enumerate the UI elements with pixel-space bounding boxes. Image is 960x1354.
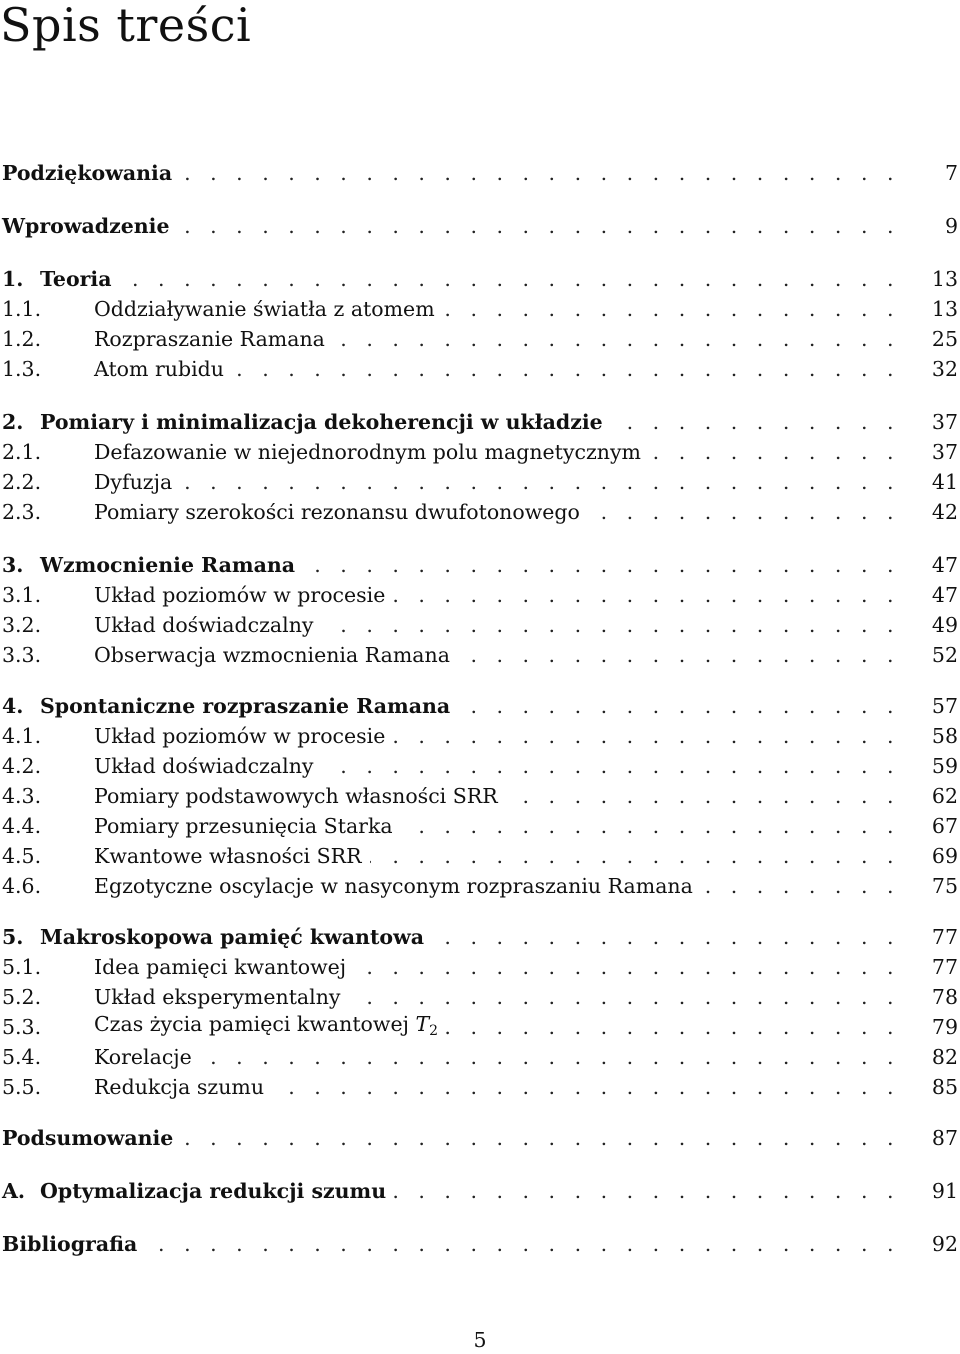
dot-leader bbox=[393, 721, 900, 751]
toc-entry-page: 77 bbox=[931, 925, 958, 949]
toc-entry[interactable] bbox=[0, 1176, 960, 1206]
toc-entry-label-text: Optymalizacja redukcji szumu bbox=[40, 1179, 387, 1203]
toc-entry[interactable] bbox=[0, 1042, 960, 1072]
toc-entry-label-text: Obserwacja wzmocnienia Ramana bbox=[94, 643, 450, 667]
toc-entry[interactable] bbox=[0, 1072, 960, 1102]
toc-entry-number: 1. bbox=[2, 267, 24, 291]
toc-entry-number: 2.3. bbox=[2, 500, 42, 524]
toc-entry-label-text: Pomiary podstawowych własności SRR bbox=[94, 784, 498, 808]
toc-entry-number: 1.2. bbox=[2, 327, 42, 351]
toc-entry-page: 57 bbox=[931, 694, 958, 718]
toc-entry-number: 5.5. bbox=[2, 1075, 42, 1099]
toc-entry-page: 75 bbox=[931, 874, 958, 898]
toc-entry-number: 4.6. bbox=[2, 874, 42, 898]
toc-entry-label bbox=[94, 437, 641, 467]
toc-entry[interactable] bbox=[0, 1229, 960, 1259]
toc-entry-label bbox=[94, 640, 450, 670]
toc-entry-number: 1.3. bbox=[2, 357, 42, 381]
toc-entry-number: 5. bbox=[2, 925, 24, 949]
toc-entry-label bbox=[94, 580, 385, 610]
toc-entry-number: 3.2. bbox=[2, 613, 42, 637]
toc-entry[interactable] bbox=[0, 640, 960, 670]
toc-entry-label bbox=[94, 751, 313, 781]
dot-leader bbox=[232, 354, 900, 384]
toc-entry-label bbox=[94, 721, 385, 751]
toc-entry[interactable] bbox=[0, 264, 960, 294]
dot-leader bbox=[120, 264, 901, 294]
toc-entry-label bbox=[94, 354, 224, 384]
toc-entry-label-text: Idea pamięci kwantowej bbox=[94, 955, 347, 979]
toc-entry[interactable] bbox=[0, 211, 960, 241]
toc-entry-number: 5.4. bbox=[2, 1045, 42, 1069]
toc-entry-label-text: Wprowadzenie bbox=[2, 214, 170, 238]
dot-leader bbox=[443, 294, 900, 324]
toc-entry-label-text: Rozpraszanie Ramana bbox=[94, 327, 325, 351]
toc-entry[interactable] bbox=[0, 158, 960, 188]
toc-entry-number: 3.1. bbox=[2, 583, 42, 607]
toc-entry[interactable] bbox=[0, 721, 960, 751]
toc-entry-label-text: Wzmocnienie Ramana bbox=[40, 553, 296, 577]
toc-entry-label bbox=[0, 1229, 137, 1259]
toc-entry[interactable] bbox=[0, 781, 960, 811]
toc-entry-number: 4.3. bbox=[2, 784, 42, 808]
toc-entry-page: 32 bbox=[931, 357, 958, 381]
toc-entry-page: 13 bbox=[931, 267, 958, 291]
toc-entry-page: 58 bbox=[931, 724, 958, 748]
toc-entry-label-text: Spontaniczne rozpraszanie Ramana bbox=[40, 694, 451, 718]
toc-entry-number: 4. bbox=[2, 694, 24, 718]
toc-entry-label bbox=[94, 497, 580, 527]
toc-entry-label bbox=[40, 922, 424, 952]
toc-entry-label-text: Podsumowanie bbox=[2, 1126, 174, 1150]
toc-entry-page: 78 bbox=[931, 985, 958, 1009]
toc-entry-label bbox=[0, 211, 170, 241]
toc-entry-label bbox=[94, 1042, 192, 1072]
toc-entry-page: 42 bbox=[931, 500, 958, 524]
toc-entry-label-text: Pomiary i minimalizacja dekoherencji w układzie bbox=[40, 410, 603, 434]
toc-entry-label bbox=[40, 264, 112, 294]
dot-leader bbox=[649, 437, 900, 467]
toc-entry-label bbox=[94, 1009, 438, 1046]
toc-entry-page: 7 bbox=[944, 161, 958, 185]
toc-entry-page: 9 bbox=[944, 214, 958, 238]
toc-entry[interactable] bbox=[0, 982, 960, 1012]
toc-entry-page: 47 bbox=[931, 553, 958, 577]
dot-leader bbox=[458, 640, 900, 670]
toc-entry-label-text: Oddziaływanie światła z atomem bbox=[94, 297, 435, 321]
toc-entry-label-text: Pomiary przesunięcia Starka bbox=[94, 814, 393, 838]
toc-entry-label-text: Atom rubidu bbox=[94, 357, 224, 381]
toc-entry-page: 69 bbox=[931, 844, 958, 868]
toc-entry-page: 41 bbox=[931, 470, 958, 494]
dot-leader bbox=[200, 1042, 900, 1072]
toc-entry-label bbox=[94, 982, 341, 1012]
toc-entry-page: 25 bbox=[931, 327, 958, 351]
dot-leader bbox=[181, 1123, 900, 1153]
toc-entry-page: 49 bbox=[931, 613, 958, 637]
toc-entry[interactable] bbox=[0, 811, 960, 841]
toc-entry[interactable] bbox=[0, 580, 960, 610]
toc-entry[interactable] bbox=[0, 751, 960, 781]
toc-entry-label bbox=[0, 1123, 173, 1153]
toc-entry-label bbox=[94, 467, 172, 497]
toc-entry-label-text: Pomiary szerokości rezonansu dwufotonowego bbox=[94, 500, 580, 524]
dot-leader bbox=[401, 811, 900, 841]
toc-entry[interactable] bbox=[0, 952, 960, 982]
toc-entry-number: 5.1. bbox=[2, 955, 42, 979]
toc-entry-number: 4.2. bbox=[2, 754, 42, 778]
toc-entry[interactable] bbox=[0, 294, 960, 324]
toc-entry-label bbox=[94, 952, 346, 982]
toc-entry-number: 3.3. bbox=[2, 643, 42, 667]
toc-entry-label bbox=[40, 691, 450, 721]
toc-entry-page: 13 bbox=[931, 297, 958, 321]
toc-entry[interactable] bbox=[0, 610, 960, 640]
toc-entry-label-text: Redukcja szumu bbox=[94, 1075, 265, 1099]
dot-leader bbox=[272, 1072, 900, 1102]
toc-entry[interactable] bbox=[0, 354, 960, 384]
toc-entry[interactable] bbox=[0, 467, 960, 497]
toc-entry-label bbox=[94, 324, 325, 354]
math-subscript: 2 bbox=[429, 1022, 439, 1039]
toc-entry-number: 2.1. bbox=[2, 440, 42, 464]
toc-entry-number: 2.2. bbox=[2, 470, 42, 494]
toc-entry-label-text: Makroskopowa pamięć kwantowa bbox=[40, 925, 425, 949]
toc-entry-label-text: Układ poziomów w procesie bbox=[94, 724, 386, 748]
toc-entry-label-text: Układ doświadczalny bbox=[94, 754, 314, 778]
toc-entry-label-text: Defazowanie w niejednorodnym polu magnetycznym bbox=[94, 440, 641, 464]
toc-entry-label bbox=[94, 841, 362, 871]
dot-leader bbox=[333, 324, 900, 354]
toc-entry-label-text: Kwantowe własności SRR bbox=[94, 844, 362, 868]
dot-leader bbox=[611, 407, 900, 437]
toc-entry[interactable] bbox=[0, 691, 960, 721]
toc-entry-label-text: Podziękowania bbox=[2, 161, 173, 185]
toc-entry-number: 3. bbox=[2, 553, 24, 577]
toc-entry-number: 4.1. bbox=[2, 724, 42, 748]
toc-entry-page: 59 bbox=[931, 754, 958, 778]
toc-entry-label bbox=[94, 1072, 264, 1102]
toc-entry[interactable] bbox=[0, 437, 960, 467]
toc-entry-label-text: Bibliografia bbox=[2, 1232, 138, 1256]
toc-entry-page: 92 bbox=[931, 1232, 958, 1256]
toc-entry-label bbox=[40, 1176, 386, 1206]
dot-leader bbox=[321, 751, 900, 781]
dot-leader bbox=[393, 580, 900, 610]
page-number: 5 bbox=[473, 1328, 487, 1352]
dot-leader bbox=[303, 550, 900, 580]
toc-entry[interactable] bbox=[0, 841, 960, 871]
toc-entry-page: 77 bbox=[931, 955, 958, 979]
page-title: Spis treści bbox=[0, 0, 252, 52]
dot-leader bbox=[506, 781, 900, 811]
dot-leader bbox=[180, 467, 900, 497]
toc-entry-page: 62 bbox=[931, 784, 958, 808]
toc-entry-number: 2. bbox=[2, 410, 24, 434]
dot-leader bbox=[446, 1012, 900, 1042]
toc-entry-label-text: Układ poziomów w procesie bbox=[94, 583, 386, 607]
toc-entry-page: 82 bbox=[931, 1045, 958, 1069]
toc-entry-label-text: Czas życia pamięci kwantowej bbox=[94, 1011, 416, 1036]
toc-entry-label bbox=[94, 294, 435, 324]
toc-entry-label-text: Dyfuzja bbox=[94, 470, 173, 494]
toc-entry-page: 79 bbox=[931, 1015, 958, 1039]
toc-entry[interactable] bbox=[0, 871, 960, 901]
toc-entry-label bbox=[94, 811, 393, 841]
toc-entry[interactable] bbox=[0, 922, 960, 952]
dot-leader bbox=[370, 841, 900, 871]
toc-entry-number: 5.2. bbox=[2, 985, 42, 1009]
dot-leader bbox=[458, 691, 900, 721]
toc-entry-label-text: Teoria bbox=[40, 267, 112, 291]
dot-leader bbox=[180, 158, 900, 188]
toc-entry[interactable] bbox=[0, 407, 960, 437]
toc-entry-label-text: Układ eksperymentalny bbox=[94, 985, 341, 1009]
dot-leader bbox=[354, 952, 900, 982]
toc-entry-page: 91 bbox=[931, 1179, 958, 1203]
toc-entry-label bbox=[40, 407, 603, 437]
toc-entry-label bbox=[0, 158, 172, 188]
toc-entry[interactable] bbox=[0, 497, 960, 527]
toc-entry-label-text: Egzotyczne oscylacje w nasyconym rozpraszaniu Ramana bbox=[94, 874, 693, 898]
toc-entry[interactable] bbox=[0, 1123, 960, 1153]
toc-entry[interactable] bbox=[0, 1012, 960, 1042]
toc-entry-label bbox=[94, 610, 313, 640]
toc-entry-page: 37 bbox=[931, 410, 958, 434]
toc-entry[interactable] bbox=[0, 324, 960, 354]
toc-entry-number: 5.3. bbox=[2, 1015, 42, 1039]
dot-leader bbox=[432, 922, 900, 952]
dot-leader bbox=[321, 610, 900, 640]
toc-entry-label-text: Układ doświadczalny bbox=[94, 613, 314, 637]
dot-leader bbox=[588, 497, 900, 527]
toc-entry-label bbox=[94, 781, 498, 811]
toc-entry-label bbox=[40, 550, 295, 580]
toc-entry-page: 67 bbox=[931, 814, 958, 838]
toc-entry-number: A. bbox=[2, 1179, 26, 1203]
toc-entry[interactable] bbox=[0, 550, 960, 580]
toc-entry-number: 4.5. bbox=[2, 844, 42, 868]
toc-entry-page: 85 bbox=[931, 1075, 958, 1099]
toc-entry-page: 37 bbox=[931, 440, 958, 464]
toc-entry-page: 47 bbox=[931, 583, 958, 607]
toc-entry-number: 4.4. bbox=[2, 814, 42, 838]
dot-leader bbox=[145, 1229, 900, 1259]
dot-leader bbox=[394, 1176, 900, 1206]
toc-entry-page: 87 bbox=[931, 1126, 958, 1150]
toc-entry-page: 52 bbox=[931, 643, 958, 667]
dot-leader bbox=[701, 871, 900, 901]
toc-entry-label bbox=[94, 871, 693, 901]
toc-entry-number: 1.1. bbox=[2, 297, 42, 321]
dot-leader bbox=[349, 982, 901, 1012]
toc-entry-label-text: Korelacje bbox=[94, 1045, 192, 1069]
math-symbol: T bbox=[415, 1011, 430, 1036]
dot-leader bbox=[178, 211, 900, 241]
